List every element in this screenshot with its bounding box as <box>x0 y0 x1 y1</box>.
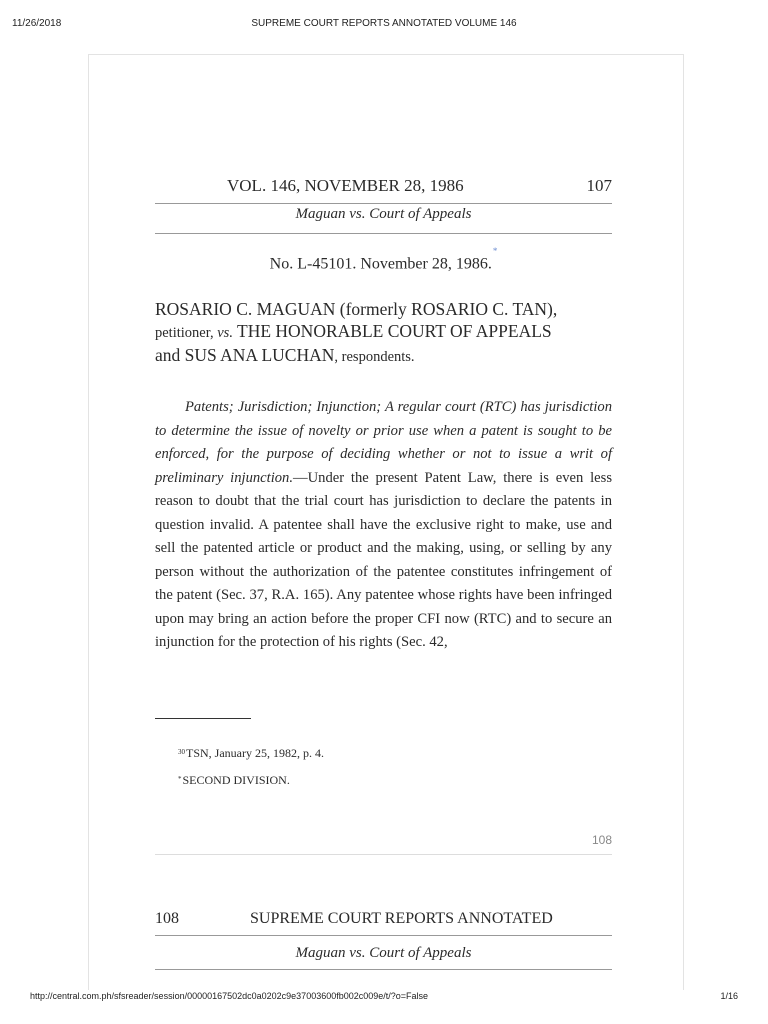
footnote-text: SECOND DIVISION. <box>182 773 290 787</box>
case-title-rule <box>155 969 612 970</box>
footnote-rule <box>155 718 251 719</box>
docket-number <box>155 246 612 273</box>
print-date: 11/26/2018 <box>12 18 62 29</box>
syllabus-headnote: Patents; Jurisdiction; Injunction; A regular court (RTC) has jurisdiction to determine the issue of novelty or prior use when a patent is sought to be enforced, for the purpose of deciding whether or not to issue a writ of preliminary injunction. <box>155 399 612 486</box>
print-footer <box>0 991 768 1005</box>
footnote-link[interactable]: * <box>492 246 498 256</box>
print-url: http://central.com.ph/sfsreader/session/00000167502dc0a0202c9e37003600fb002c009e/t/?o=False <box>30 991 429 1001</box>
page-number: 107 <box>586 176 612 195</box>
respondents-label: , respondents. <box>334 349 415 365</box>
header-rule <box>155 203 612 204</box>
case-title: Maguan vs. Court of Appeals <box>295 945 472 961</box>
footnote <box>178 746 324 761</box>
running-head <box>155 176 612 198</box>
header-rule <box>155 935 612 936</box>
page-number: 108 <box>155 910 179 927</box>
syllabus-paragraph <box>155 396 612 655</box>
page-marker: 108 <box>591 833 612 847</box>
petitioner-label: petitioner, <box>155 325 218 341</box>
print-header <box>0 18 768 32</box>
party-petitioner: ROSARIO C. MAGUAN (formerly ROSARIO C. TAN), <box>155 299 558 319</box>
footnote-mark: 30 <box>178 748 185 756</box>
running-head-title: VOL. 146, NOVEMBER 28, 1986 <box>227 176 464 195</box>
case-title: Maguan vs. Court of Appeals <box>295 206 472 222</box>
print-page-count: 1/16 <box>720 991 738 1001</box>
running-head-title: SUPREME COURT REPORTS ANNOTATED <box>250 910 553 927</box>
print-title: SUPREME COURT REPORTS ANNOTATED VOLUME 146 <box>251 18 517 29</box>
party-respondent: and SUS ANA LUCHAN <box>155 345 335 365</box>
parties <box>155 298 612 368</box>
syllabus-body: —Under the present Patent Law, there is even less reason to doubt that the trial court has jurisdiction to declare the patents in question invalid. A patentee shall have the exclusive right to make, use and sell the patented article or product and the making, using, or selling by any person without the authorization of the patentee constitutes infringement of the patent (Sec. 37, R.A. 165). Any patentee whose rights have been infringed upon may bring an action before the proper CFI now (RTC) and to secure an injunction for the protection of his rights (Sec. 42, <box>155 469 613 650</box>
page-break-rule <box>155 854 612 855</box>
docket-text: No. L-45101. November 28, 1986. <box>269 255 492 273</box>
party-respondent-court: THE HONORABLE COURT OF APPEALS <box>232 321 552 341</box>
footnote <box>178 773 290 788</box>
versus: vs. <box>217 325 233 341</box>
running-head-page-2 <box>155 910 612 932</box>
footnote-mark: * <box>178 775 182 783</box>
footnote-text: TSN, January 25, 1982, p. 4. <box>186 746 324 760</box>
case-title-rule <box>155 233 612 234</box>
